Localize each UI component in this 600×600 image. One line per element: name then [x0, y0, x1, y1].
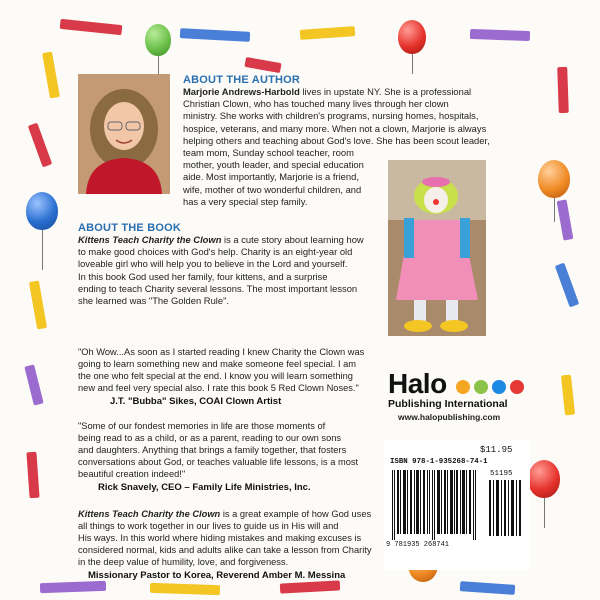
logo-dot-green-icon: [474, 380, 488, 394]
streamer: [42, 51, 60, 98]
streamer: [555, 263, 579, 308]
book-line: is a cute story about learning how: [221, 234, 364, 245]
streamer: [29, 280, 47, 329]
price: $11.95: [480, 445, 513, 455]
book-line: to make good choices with God's help. Charity is an eight-year old: [78, 246, 353, 258]
author-photo: [78, 74, 170, 194]
quote-line: going to learn something new and make someone feel special. I am: [78, 359, 357, 369]
quote-line: is a great example of how God uses: [220, 509, 372, 519]
streamer: [557, 67, 569, 113]
quote-line: considered normal, kids and adults alike can take a lesson from Charity: [78, 545, 372, 555]
about-author-text: [183, 86, 543, 208]
author-line: ministry. She works with children's programs, nursing homes, hospitals,: [183, 110, 479, 122]
author-line: has a very special step family.: [183, 195, 308, 207]
balloon-string: [544, 498, 545, 528]
author-line: hospice, veterans, and many more. When not a clown, Marjorie is always: [183, 122, 487, 134]
author-line: Christian Clown, who has touched many lives through her clown: [183, 98, 449, 110]
author-line: wife, mother of two wonderful children, and: [183, 183, 362, 195]
quote-line: the one who felt special at the end. I know you will learn something: [78, 371, 353, 381]
streamer: [28, 123, 52, 168]
addon-code: 51195: [490, 470, 513, 478]
book-title: Kittens Teach Charity the Clown: [78, 234, 222, 245]
about-author-heading: ABOUT THE AUTHOR: [183, 74, 301, 86]
streamer: [24, 364, 43, 405]
quote-line: "Some of our fondest memories in life are those moments of: [78, 421, 326, 431]
streamer: [40, 581, 106, 593]
author-line: aide. Most importantly, Marjorie is a friend,: [183, 171, 359, 183]
quote-line: beautiful creation indeed!": [78, 469, 186, 479]
streamer: [60, 19, 123, 35]
streamer: [561, 375, 575, 416]
quote-line: "Oh Wow...As soon as I started reading I knew Charity the Clown was: [78, 347, 365, 357]
author-line: mother, youth leader, and special education: [183, 159, 364, 171]
streamer: [280, 580, 340, 593]
streamer: [557, 199, 574, 240]
quote-3-book-title: Kittens Teach Charity the Clown: [78, 509, 221, 519]
author-name: Marjorie Andrews-Harbold: [183, 86, 300, 97]
balloon-string: [42, 230, 43, 270]
streamer: [460, 581, 516, 595]
book-line: loveable girl who will help you to believe in the Lord and yourself.: [78, 258, 348, 270]
quote-1-attribution: J.T. "Bubba" Sikes, COAI Clown Artist: [110, 396, 282, 407]
blue-balloon-icon: [26, 192, 58, 230]
about-book-text: [78, 234, 388, 307]
balloon-string: [554, 198, 555, 222]
author-portrait-icon: [78, 74, 170, 194]
green-balloon-icon: [145, 24, 171, 56]
author-line: helping others and teaching about God's love. She has been scout leader,: [183, 134, 490, 146]
streamer: [180, 28, 250, 42]
balloon-string: [158, 56, 159, 76]
addon-barcode-icon: [488, 480, 524, 536]
quote-2-attribution: Rick Snavely, CEO – Family Life Ministries, Inc.: [98, 482, 311, 493]
quote-line: conversations about God, or teaches valuable life lessons, is a most: [78, 457, 359, 467]
quote-line: and daughters. Anything that brings a family together, that fosters: [78, 445, 347, 455]
book-line: In this book God used her family, four kittens, and a surprise: [78, 270, 328, 282]
streamer: [26, 452, 39, 499]
review-quote-1: [78, 346, 378, 394]
ean-barcode-icon: [390, 470, 482, 540]
logo-dot-orange-icon: [456, 380, 470, 394]
red-balloon-icon: [398, 20, 426, 54]
publisher-subtitle: Publishing International: [388, 398, 508, 410]
streamer: [244, 57, 281, 73]
ean-digits: 9 781935 268741: [386, 541, 450, 549]
publisher-url: www.halopublishing.com: [398, 412, 501, 422]
quote-3-attribution: Missionary Pastor to Korea, Reverend Amber M. Messina: [88, 570, 346, 581]
author-line: team mom, Sunday school teacher, room: [183, 147, 354, 159]
book-line: she learned was "The Golden Rule".: [78, 295, 230, 307]
red-balloon-icon: [528, 460, 560, 498]
review-quote-3: [78, 508, 382, 568]
isbn-text: ISBN 978-1-935268-74-1: [390, 458, 488, 466]
quote-line: in the deep value of humility, love, and forgiveness.: [78, 557, 289, 567]
book-line: ending to teach Charity several lessons. The most important lesson: [78, 282, 358, 294]
author-line: lives in upstate NY. She is a professional: [299, 86, 472, 97]
quote-line: new and feel very special also. I rate this book 5 Red Clown Noses.": [78, 383, 359, 393]
publisher-logo: Halo: [388, 368, 447, 399]
streamer: [150, 583, 220, 595]
streamer: [300, 26, 356, 40]
review-quote-2: [78, 420, 378, 480]
quote-line: all things to work together in our lives to guide us in His will and: [78, 521, 339, 531]
streamer: [470, 29, 530, 41]
quote-line: being read to as a child, or as a parent, reading to our own sons: [78, 433, 342, 443]
logo-dot-red-icon: [510, 380, 524, 394]
balloon-string: [412, 54, 413, 74]
barcode-box: [384, 440, 530, 570]
about-book-heading: ABOUT THE BOOK: [78, 222, 182, 234]
quote-line: His ways. In this world where hiding mistakes and making excuses is: [78, 533, 362, 543]
logo-dot-blue-icon: [492, 380, 506, 394]
